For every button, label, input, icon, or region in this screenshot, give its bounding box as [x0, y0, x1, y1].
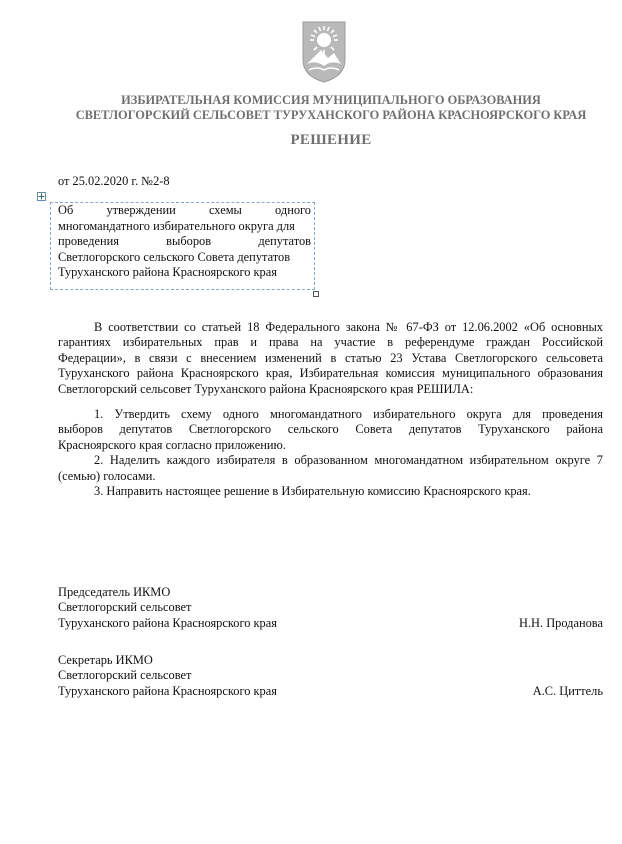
item-1-line: выборов депутатов Светлогорского сельского Совета депутатов Туруханского района	[58, 422, 603, 437]
commission-name-line-2: СВЕТЛОГОРСКИЙ СЕЛЬСОВЕТ ТУРУХАНСКОГО РАЙОНА КРАСНОЯРСКОГО КРАЯ	[75, 108, 587, 122]
chair-name: Н.Н. Проданова	[519, 615, 603, 630]
chair-signature-block	[58, 585, 603, 631]
item-2-line: 2. Наделить каждого избирателя в образованном многомандатном избирательном округе 7	[94, 453, 603, 468]
item-1-line: 1. Утвердить схему одного многомандатного избирательного округа для проведения	[94, 407, 603, 421]
decision-date-number: от 25.02.2020 г. №2-8	[58, 174, 170, 188]
chair-region: Туруханского района Красноярского края	[58, 615, 277, 630]
preamble-paragraph	[58, 320, 603, 397]
document-title: РЕШЕНИЕ	[290, 132, 372, 148]
commission-name-line-1: ИЗБИРАТЕЛЬНАЯ КОМИССИЯ МУНИЦИПАЛЬНОГО ОБРАЗОВАНИЯ	[121, 93, 541, 107]
subject-line: многомандатного избирательного округа для	[58, 218, 295, 233]
secretary-name: А.С. Циттель	[532, 683, 603, 698]
subject-line: Светлогорского сельского Совета депутатов	[58, 249, 291, 264]
table-resize-handle[interactable]	[313, 291, 319, 297]
item-2-line: (семью) голосами.	[58, 468, 156, 483]
item-3-line: 3. Направить настоящее решение в Избирательную комиссию Красноярского края.	[94, 484, 531, 499]
preamble-line: В соответствии со статьей 18 Федерального закона № 67-ФЗ от 12.06.2002 «Об основных	[94, 320, 603, 334]
subject-line: Об утверждении схемы одного	[58, 203, 311, 217]
subject-line: Туруханского района Красноярского края	[58, 265, 277, 279]
coat-of-arms-icon	[301, 20, 347, 84]
subject-line: проведения выборов депутатов	[58, 234, 311, 248]
preamble-line: гарантиях избирательных прав и права на участие в референдуме граждан Российской	[58, 335, 603, 350]
table-move-handle-icon[interactable]	[37, 192, 46, 201]
chair-title: Председатель ИКМО	[58, 585, 171, 599]
chair-organization: Светлогорский сельсовет	[58, 600, 192, 615]
secretary-title: Секретарь ИКМО	[58, 653, 153, 667]
preamble-line: Туруханского района Красноярского края, Избирательная комиссия муниципального образования	[58, 366, 603, 381]
secretary-signature-block	[58, 653, 603, 699]
decision-items	[58, 407, 603, 499]
decision-subject	[58, 203, 311, 281]
preamble-line: Светлогорский сельсовет Туруханского района Красноярского края РЕШИЛА:	[58, 381, 474, 396]
secretary-organization: Светлогорский сельсовет	[58, 668, 192, 683]
item-1-line: Красноярского края согласно приложению.	[58, 437, 286, 452]
preamble-line: Федерации», в связи с внесением изменений в статью 23 Устава Светлогорского сельсовета	[58, 350, 603, 365]
secretary-region: Туруханского района Красноярского края	[58, 683, 277, 698]
